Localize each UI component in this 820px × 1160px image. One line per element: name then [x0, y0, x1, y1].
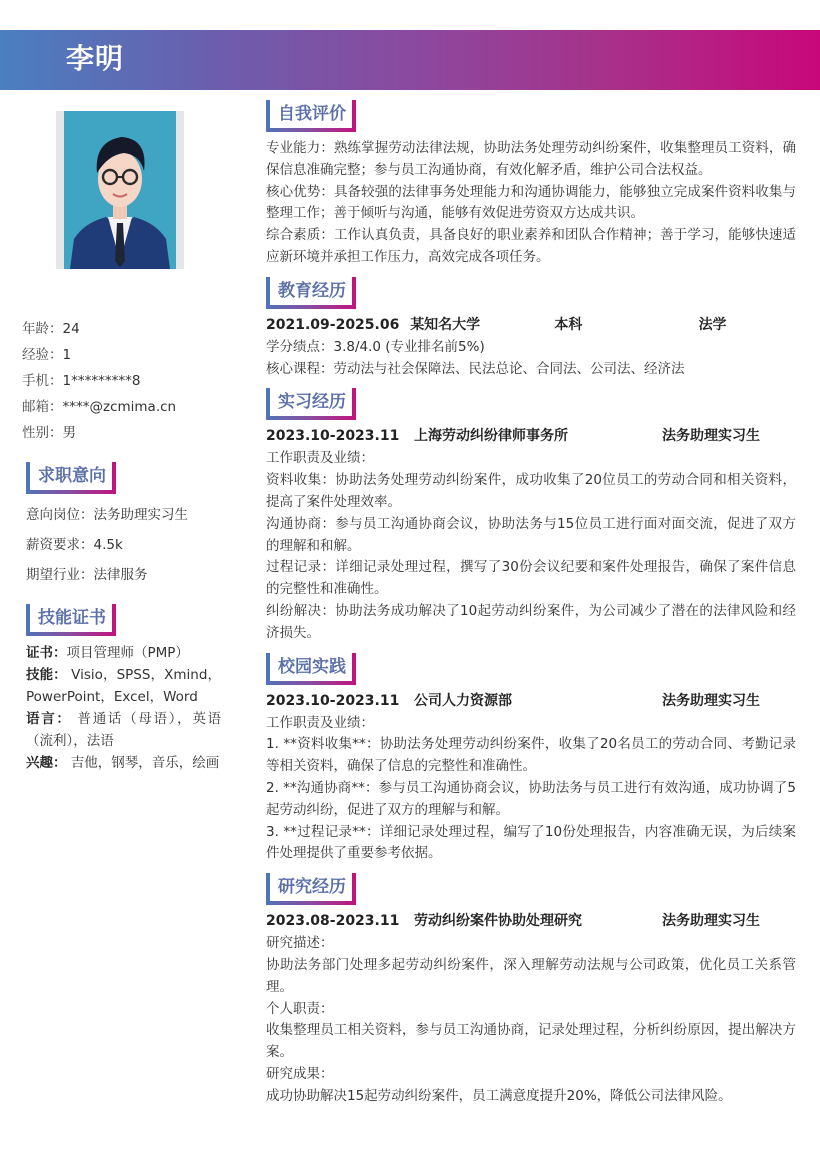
research-role: 法务助理实习生 — [662, 913, 760, 930]
candidate-name: 李明 — [66, 42, 125, 75]
profile-photo-frame — [56, 111, 184, 269]
internship-role: 法务助理实习生 — [662, 428, 760, 445]
research-line: 研究成果： — [266, 1065, 334, 1082]
internship-section — [266, 388, 796, 644]
section-title: 校园实践 — [266, 653, 356, 685]
research-line: 个人职责： — [266, 1000, 334, 1017]
internship-line: 纠纷解决：协助法务成功解决了10起劳动纠纷案件，为公司减少了潜在的法律风险和经济损失。 — [266, 602, 796, 641]
section-title: 实习经历 — [266, 388, 356, 420]
self-eval-paragraph: 专业能力：熟练掌握劳动法律法规，协助法务处理劳动纠纷案件，收集整理员工资料，确保信息准确完整；参与员工沟通协商，有效化解矛盾，维护公司合法权益。 — [266, 140, 796, 178]
header-banner — [0, 30, 820, 90]
section-title: 教育经历 — [266, 277, 356, 309]
skill-hobbies: 兴趣： 吉他，钢琴，音乐，绘画 — [26, 755, 220, 771]
education-gpa: 学分绩点：3.8/4.0 (专业排名前5%) — [266, 338, 485, 355]
education-header-row — [266, 313, 796, 337]
section-title: 求职意向 — [26, 462, 116, 494]
campus-line: 1. **资料收集**：协助法务处理劳动纠纷案件，收集了20名员工的劳动合同、考勤记录等相关资料，确保了信息的完整性和准确性。 — [266, 736, 796, 775]
research-line: 协助法务部门处理多起劳动纠纷案件，深入理解劳动法规与公司政策，优化员工关系管理。 — [266, 956, 796, 995]
campus-section — [266, 653, 796, 866]
skill-tools: 技能： Visio，SPSS，Xmind，PowerPoint，Excel，Word — [26, 667, 221, 705]
section-title: 研究经历 — [266, 873, 356, 905]
person-portrait-icon — [64, 111, 176, 269]
intent-industry: 期望行业：法律服务 — [26, 567, 148, 583]
campus-role: 法务助理实习生 — [662, 692, 760, 709]
campus-line: 2. **沟通协商**：参与员工沟通协商会议，协助法务与员工进行有效沟通，成功协调了5起劳动纠纷，促进了双方的理解与和解。 — [266, 779, 796, 818]
info-age: 年龄：24 — [22, 321, 80, 337]
research-line: 收集整理员工相关资料，参与员工沟通协商，记录处理过程，分析纠纷原因，提出解决方案。 — [266, 1022, 796, 1061]
research-header-row — [266, 909, 796, 933]
research-section — [266, 873, 796, 1107]
education-courses: 核心课程：劳动法与社会保障法、民法总论、合同法、公司法、经济法 — [266, 360, 685, 377]
intent-salary: 薪资要求：4.5k — [26, 537, 123, 553]
research-period: 2023.08-2023.11 — [266, 913, 400, 930]
info-gender: 性别：男 — [22, 425, 76, 441]
education-major: 法学 — [698, 316, 727, 333]
job-intent-section — [26, 462, 221, 590]
skill-languages: 语言： 普通话（母语），英语（流利），法语 — [26, 711, 222, 749]
info-phone: 手机：1*********8 — [22, 373, 141, 389]
main-column — [266, 100, 796, 1116]
info-email: 邮箱：****@zcmima.cn — [22, 399, 177, 415]
internship-line: 过程记录：详细记录处理过程，撰写了30份会议纪要和案件处理报告，确保了案件信息的完整性和准确性。 — [266, 559, 796, 598]
skill-certificate: 证书：项目管理师（PMP） — [26, 645, 189, 661]
internship-line: 工作职责及业绩： — [266, 450, 374, 467]
self-eval-paragraph: 综合素质：工作认真负责，具备良好的职业素养和团队合作精神；善于学习，能够快速适应新环境并承担工作压力，高效完成各项任务。 — [266, 227, 796, 265]
research-project: 劳动纠纷案件协助处理研究 — [414, 913, 582, 930]
campus-line: 工作职责及业绩： — [266, 714, 374, 731]
internship-line: 资料收集：协助法务处理劳动纠纷案件，成功收集了20位员工的劳动合同和相关资料，提高了案件处理效率。 — [266, 472, 796, 510]
campus-line: 3. **过程记录**：详细记录处理过程，编写了10份处理报告，内容准确无误，为后续案件处理提供了重要参考依据。 — [266, 823, 796, 862]
campus-org: 公司人力资源部 — [414, 692, 512, 709]
info-experience: 经验：1 — [22, 347, 72, 363]
section-title: 自我评价 — [266, 100, 356, 132]
intent-position: 意向岗位：法务助理实习生 — [26, 507, 188, 523]
internship-org: 上海劳动纠纷律师事务所 — [414, 428, 568, 445]
self-eval-section — [266, 100, 796, 269]
internship-line: 沟通协商：参与员工沟通协商会议，协助法务与15位员工进行面对面交流，促进了双方的理解和和解。 — [266, 515, 796, 554]
internship-period: 2023.10-2023.11 — [266, 428, 400, 445]
education-section — [266, 277, 796, 381]
education-degree: 本科 — [554, 316, 583, 333]
campus-header-row — [266, 689, 796, 713]
campus-period: 2023.10-2023.11 — [266, 692, 400, 709]
education-school: 某知名大学 — [410, 316, 481, 333]
research-line: 研究描述： — [266, 935, 334, 952]
skills-section — [26, 604, 221, 774]
section-title: 技能证书 — [26, 604, 116, 636]
self-eval-paragraph: 核心优势：具备较强的法律事务处理能力和沟通协调能力，能够独立完成案件资料收集与整理工作；善于倾听与沟通，能够有效促进劳资双方达成共识。 — [266, 183, 796, 222]
education-period: 2021.09-2025.06 — [266, 316, 400, 333]
research-line: 成功协助解决15起劳动纠纷案件，员工满意度提升20%，降低公司法律风险。 — [266, 1087, 732, 1104]
personal-info — [22, 316, 222, 446]
internship-header-row — [266, 424, 796, 448]
profile-photo — [64, 111, 176, 269]
